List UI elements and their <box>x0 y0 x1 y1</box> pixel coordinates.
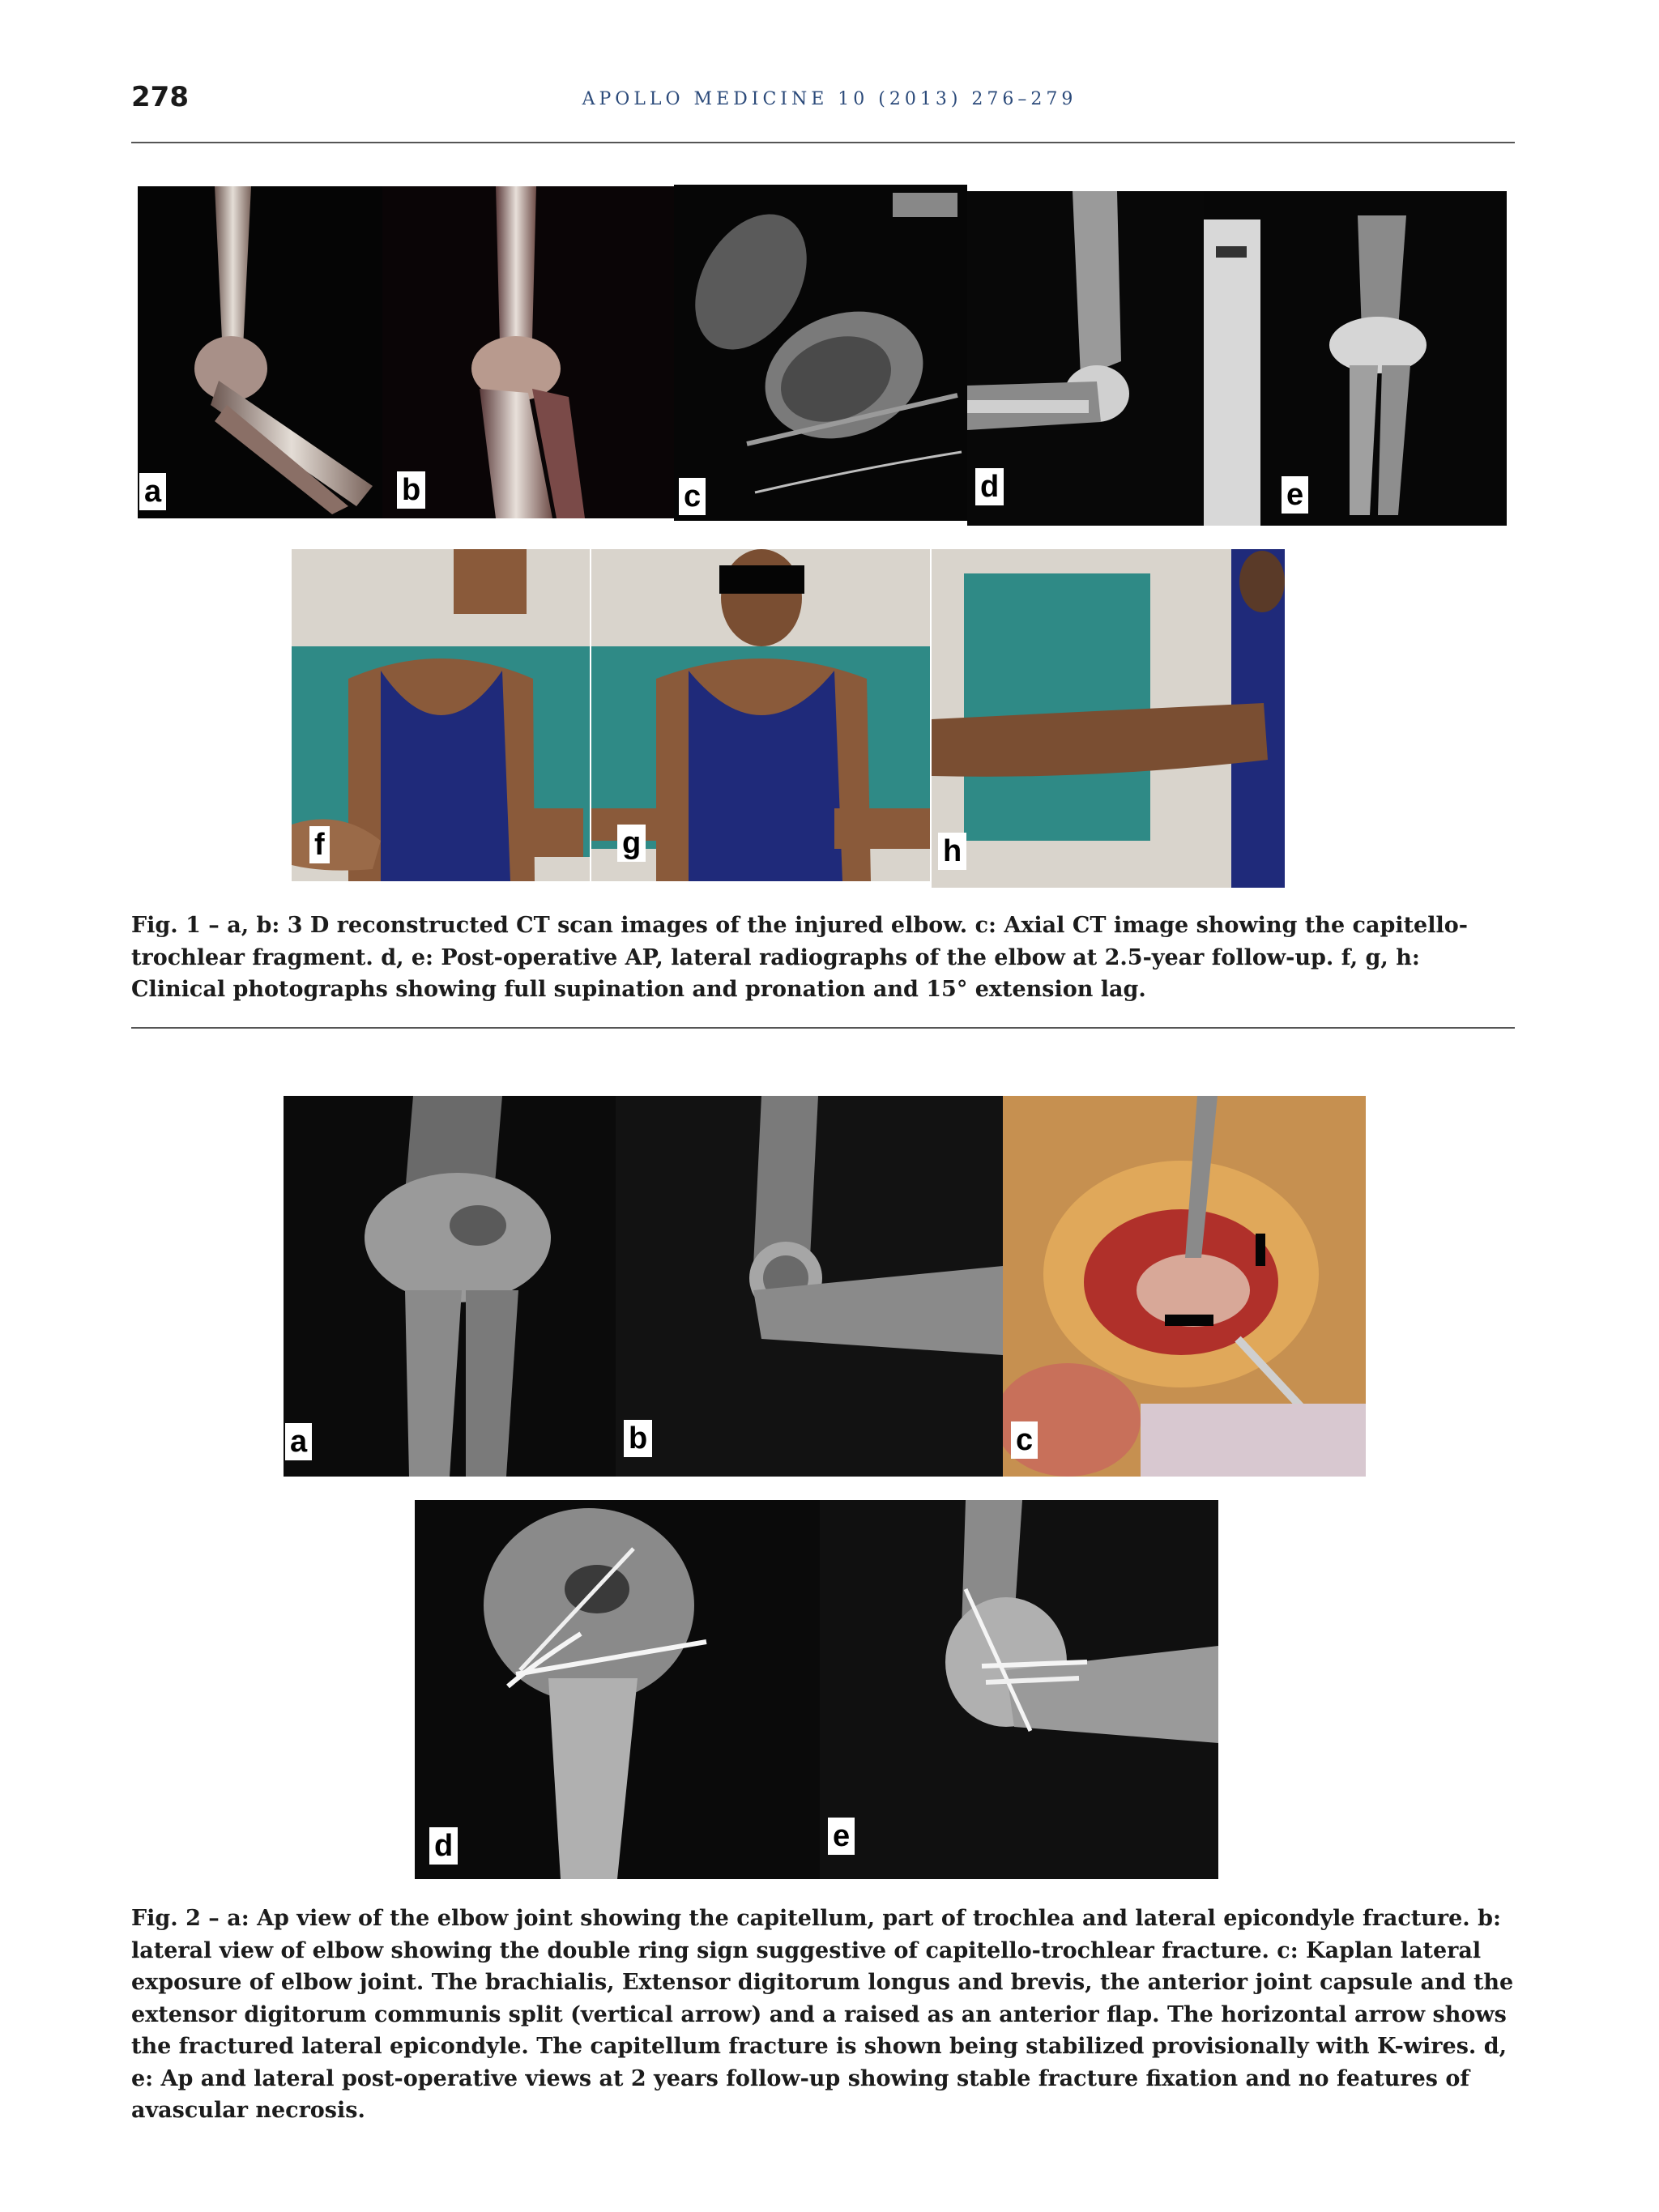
ct-3d-elbow-image <box>382 186 674 518</box>
fig1-label-a: a <box>139 473 166 510</box>
page-number: 278 <box>131 81 189 113</box>
clinical-photo-supination <box>292 549 590 881</box>
fig1-panel-g <box>591 549 930 881</box>
fig1-caption-text: – a, b: 3 D reconstructed CT scan images of the injured elbow. c: Axial CT image showing the capitello-trochlear fragment. d, e: Post-operative AP, lateral radiographs of the elbow at 2.5-year follow-up. f, g, h: Clinical photographs showing full supination and pronation and 15° extension lag. <box>131 913 1468 1002</box>
fig2-label-a: a <box>285 1423 312 1460</box>
fig2-panel-b <box>616 1096 1003 1477</box>
fig1-panel-c <box>674 185 967 521</box>
fig2-caption <box>131 1903 1515 2127</box>
fig1-panel-a <box>138 186 382 518</box>
fig1-panel-h <box>932 549 1285 888</box>
fig1-label-g: g <box>617 825 646 862</box>
fig1-caption <box>131 910 1515 1006</box>
clinical-photo-extension <box>932 549 1285 888</box>
fig1-caption-ref: Fig. 1 <box>131 913 201 938</box>
fig1-panel-e <box>1204 191 1507 526</box>
fig2-panel-a <box>284 1096 616 1477</box>
surgical-exposure-photo <box>1003 1096 1366 1477</box>
running-head: APOLLO MEDICINE 10 (2013) 276–279 <box>582 89 1077 109</box>
ct-3d-elbow-image <box>138 186 382 518</box>
fig2-panel-d <box>415 1500 820 1879</box>
xray-ap-elbow-image <box>284 1096 616 1477</box>
fig1-panel-f <box>292 549 590 881</box>
fig2-panel-c <box>1003 1096 1366 1477</box>
figure-separator-rule <box>131 1027 1515 1029</box>
fig2-label-c: c <box>1011 1421 1038 1459</box>
fig2-label-e: e <box>828 1818 855 1855</box>
fig1-panel-d <box>967 191 1204 526</box>
xray-lateral-postop-image <box>820 1500 1218 1879</box>
xray-ap-postop-image <box>415 1500 820 1879</box>
fig1-label-b: b <box>397 471 425 509</box>
fig2-caption-ref: Fig. 2 <box>131 1906 201 1931</box>
fig2-caption-text: – a: Ap view of the elbow joint showing the capitellum, part of trochlea and lateral epicondyle fracture. b: lateral view of elbow showing the double ring sign suggestive of capitello-trochlear fracture. c: Kaplan lateral exposure of elbow joint. The brachialis, Extensor digitorum longus and brevis, the anterior joint capsule and the extensor digitorum communis split (vertical arrow) and a raised as an anterior flap. The horizontal arrow shows the fractured lateral epicondyle. The capitellum fracture is shown being stabilized provisionally with K-wires. d, e: Ap and lateral post-operative views at 2 years follow-up showing stable fracture fixation and no features of avascular necrosis. <box>131 1906 1514 2123</box>
fig2-label-b: b <box>624 1420 652 1457</box>
xray-lateral-elbow-image <box>616 1096 1003 1477</box>
fig2-panel-e <box>820 1500 1218 1879</box>
fig1-label-d: d <box>975 468 1004 505</box>
fig1-label-h: h <box>938 833 966 870</box>
ct-axial-image <box>674 185 967 521</box>
fig1-panel-b <box>382 186 674 518</box>
xray-ap-image <box>1204 191 1507 526</box>
fig1-label-f: f <box>309 826 330 863</box>
fig1-label-c: c <box>679 478 706 515</box>
fig2-label-d: d <box>429 1827 458 1865</box>
fig1-label-e: e <box>1282 476 1308 514</box>
header-rule <box>131 142 1515 143</box>
